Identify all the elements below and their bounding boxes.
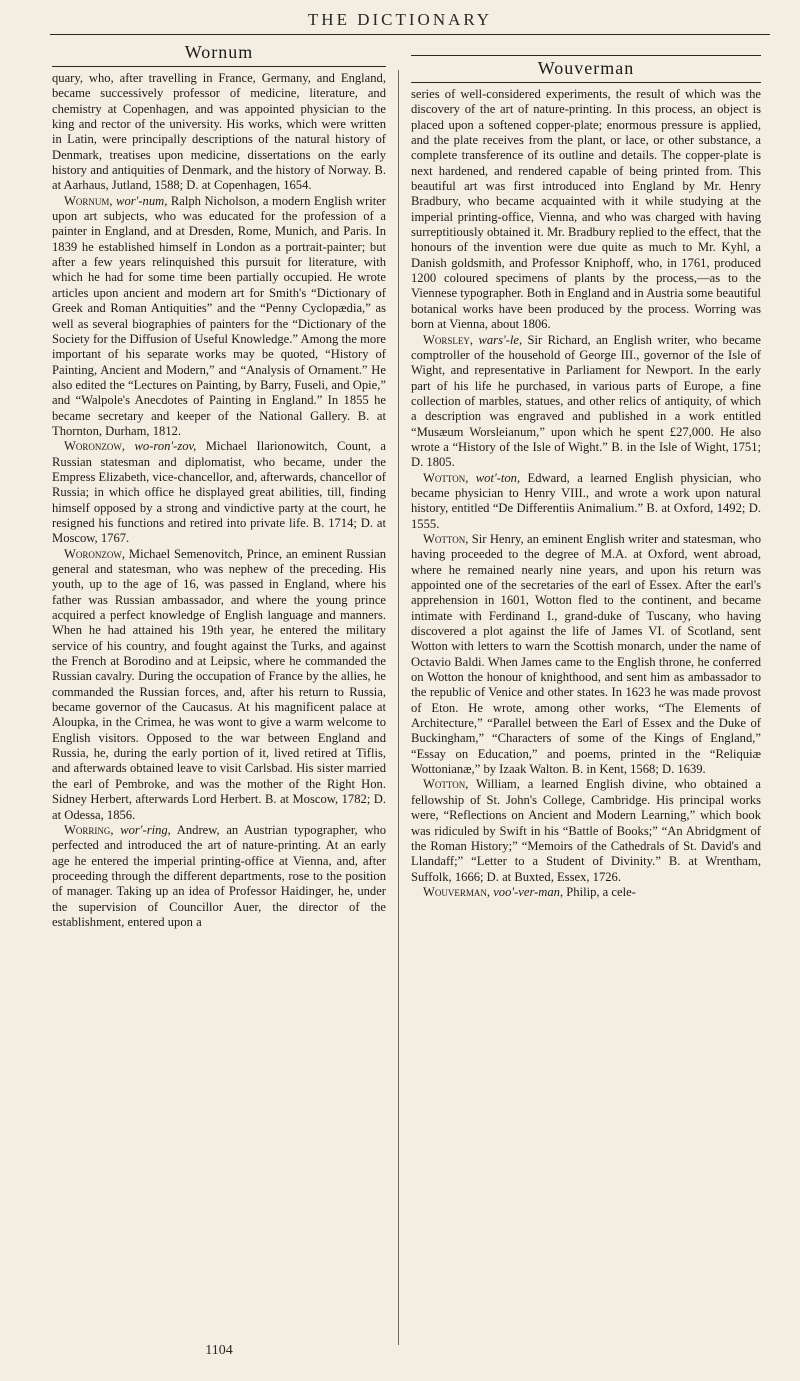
entry-text: Michael Ilarionowitch, Count, a Russian statesman and diplomatist, who became, under the Empress Elizabeth, vice-chancellor, and, afterwards, chancellor of Russia; in which office he displayed great abilities, till, finding himself opposed by a strong and vindictive party at the court, he resigned his functions and retired into private life. B. 1714; D. at Moscow, 1767.: [52, 439, 386, 546]
entry-text: Sir Richard, an English writer, who became comptroller of the household of George III., governor of the Isle of Wight, and representative in Parliament for Newport. In the early part of his life he purchased, in various parts of Europe, a fine collection of marbles, statues, and other relics of antiquity, of which a description was engraved and published in a work entitled “Musæum Worsleianum,” upon which he spent £27,000. He also wrote a “History of the Isle of Wight.” B. in the Isle of Wight, 1751; D. 1805.: [411, 332, 761, 470]
dictionary-entry: [411, 885, 761, 900]
entry-headword: Woronzow,: [64, 546, 126, 561]
right-column: [411, 55, 761, 1340]
entry-pronunciation: wot'-ton,: [475, 470, 521, 485]
left-column-header: Wornum: [52, 40, 386, 67]
entry-headword: Worring,: [64, 822, 114, 837]
entry-headword: Worsley,: [423, 332, 474, 347]
entry-text: quary, who, after travelling in France, Germany, and England, became successively professor of medicine, literature, and chemistry at Copenhagen, and was appointed physician to the king and rector of the university. His works, which were written in Latin, were principally descriptions of the natural history of Denmark, treatises upon medicine, dissertations on the early history and antiquities of Denmark, and the history of Norway. B. at Aarhaus, Jutland, 1588; D. at Copenhagen, 1654.: [52, 71, 386, 193]
entry-headword: Wotton,: [423, 470, 469, 485]
entry-pronunciation: wor'-num,: [116, 193, 168, 208]
entry-text: Sir Henry, an eminent English writer and statesman, who having proceeded to the degree of M.A. at Oxford, went abroad, where he remained nearly nine years, and upon his return was appointed one of the secretaries of the earl of Essex. After the earl's apprehension in 1601, Wotton fled to the continent, and became intimate with Ferdinand I., grand-duke of Tuscany, who having discovered a plot against the life of James VI. of Scotland, sent Wotton with letters to warn the Scottish monarch, under the name of Octavio Baldi. When James came to the English throne, he conferred on Wotton the honour of knighthood, and sent him as ambassador to the republic of Venice and other states. In 1623 he was made provost of Eton. He wrote, among other works, “The Elements of Architecture,” “Parallel between the Earl of Essex and the Duke of Buckingham,” “Characters of some of the Kings of England,” “Essay on Education,” and poems, printed in the “Reliquiæ Wottonianæ,” by Izaak Walton. B. in Kent, 1568; D. 1639.: [411, 531, 761, 777]
dictionary-entry: [52, 194, 386, 440]
entry-text: Andrew, an Austrian typographer, who perfected and introduced the art of nature-printing. At an early age he entered the imperial printing-office at Vienna, and, after proceeding through the different departments, rose to the position of manager. Taking up an idea of Professor Haidinger, he, under the supervision of Councillor Auer, the director of the establishment, entered upon a: [52, 822, 386, 929]
entry-text: Philip, a cele-: [563, 884, 636, 899]
entry-pronunciation: wor'-ring,: [120, 822, 171, 837]
dictionary-entry: [52, 71, 386, 194]
left-column: [52, 40, 386, 1340]
dictionary-entry: [411, 333, 761, 471]
dictionary-entry: [52, 547, 386, 823]
entry-text: Ralph Nicholson, a modern English writer upon art subjects, who was educated for the profession of a painter in England, and at Dresden, Rome, Munich, and Paris. In 1839 he established himself in London as a portrait-painter; but after a few years relinquished this pursuit for literature, with which he had for some time been partially occupied. He wrote articles upon ancient and modern art for Smith's “Dictionary of Greek and Roman Antiquities” and the “Penny Cyclopædia,” as well as several biographies of painters for the “Dictionary of the Society for the Diffusion of Useful Knowledge.” Among the more important of his separate works may be quoted, “History of Painting, Ancient and Modern,” and “Analysis of Ornament.” He also edited the “Lectures on Painting, by Barry, Fuseli, and Opie,” and “Walpole's Anecdotes of Painting in England.” In 1855 he became secretary and keeper of the National Gallery. B. at Thornton, Durham, 1812.: [52, 193, 386, 438]
page-number: 1104: [205, 1343, 233, 1358]
dictionary-entry: [411, 532, 761, 778]
entry-pronunciation: wo-ron'-zov,: [134, 439, 197, 454]
dictionary-entry: [411, 777, 761, 884]
column-divider: [398, 70, 399, 1345]
left-entries: [52, 71, 386, 930]
entry-headword: Wouverman,: [423, 884, 491, 899]
entry-pronunciation: voo'-ver-man,: [493, 884, 564, 899]
entry-headword: Wotton,: [423, 777, 469, 792]
entry-headword: Wornum,: [64, 193, 113, 208]
top-rule: [50, 34, 770, 35]
entry-text: Edward, a learned English physician, who became physician to Henry VIII., and wrote a work upon natural history, entitled “De Differentiis Animalium.” B. at Oxford, 1492; D. 1555.: [411, 470, 761, 531]
entry-pronunciation: wars'-le,: [478, 332, 523, 347]
dictionary-entry: [411, 471, 761, 532]
running-head: THE DICTIONARY: [307, 10, 493, 29]
entry-headword: Wotton,: [423, 531, 469, 546]
dictionary-entry: [52, 439, 386, 546]
entry-headword: Woronzow,: [64, 439, 126, 454]
entry-text: Michael Semenovitch, Prince, an eminent Russian general and statesman, who was nephew of the preceding. His youth, up to the age of 16, was passed in England, where his father was Russian ambassador, and where the young prince acquired a perfect knowledge of English language and manners. When he had attained his 19th year, he entered the military service of his country, and fought against the Turks, and against the French at Borodino and at Leipsic, where he commanded the Russian cavalry. During the occupation of France by the allies, he commanded the Russian forces, and, after his return to Russia, became governor of the Caucasus. At his magnificent palace at Aloupka, in the Crimea, he was wont to give a warm welcome to English visitors. Opposed to the war between England and Russia, he, during the early portion of it, lived retired at Tiflis, and afterwards obtained leave to visit Carlsbad. His sister married the earl of Pembroke, and was the mother of the Right Hon. Sidney Herbert, afterwards Lord Herbert. B. at Moscow, 1782; D. at Odessa, 1856.: [52, 546, 386, 822]
dictionary-entry: [411, 87, 761, 333]
dictionary-entry: [52, 823, 386, 930]
right-column-header: Wouverman: [411, 55, 761, 83]
right-entries: [411, 87, 761, 900]
entry-text: series of well-considered experiments, the result of which was the discovery of the art of nature-printing. In this process, an object is placed upon a softened copper-plate; enormous pressure is applied, and the plate receives from the plant, or lace, or other substance, a complete transference of its outline and details. The copper-plate is next hardened, and rendered capable of being printed from. This beautiful art was first introduced into England by Mr. Henry Bradbury, who became acquainted with it while studying at the imperial printing-office, Vienna, and who was charged with having surreptitiously obtained it. Mr. Bradbury replied to the effect, that the honours of the invention were due quite as much to Mr. Kyhl, a Danish goldsmith, and Professor Kniphoff, who, in 1761, produced 1200 coloured specimens of plants by the process,—as to the Viennese typographer. Both in England and in Austria some beautiful botanical works have been produced by the process. Worring was born at Vienna, about 1806.: [411, 87, 761, 332]
entry-text: William, a learned English divine, who obtained a fellowship of St. John's College, Cambridge. His principal works were, “Reflections on Ancient and Modern Learning,” which book was ridiculed by Swift in his “Battle of Books;” “An Abridgment of the Roman History;” “Memoirs of the Cathedrals of St. David's and Llandaff;” “Letter to a Student of Divinity.” B. at Wrentham, Suffolk, 1666; D. at Buxted, Essex, 1726.: [411, 777, 761, 884]
